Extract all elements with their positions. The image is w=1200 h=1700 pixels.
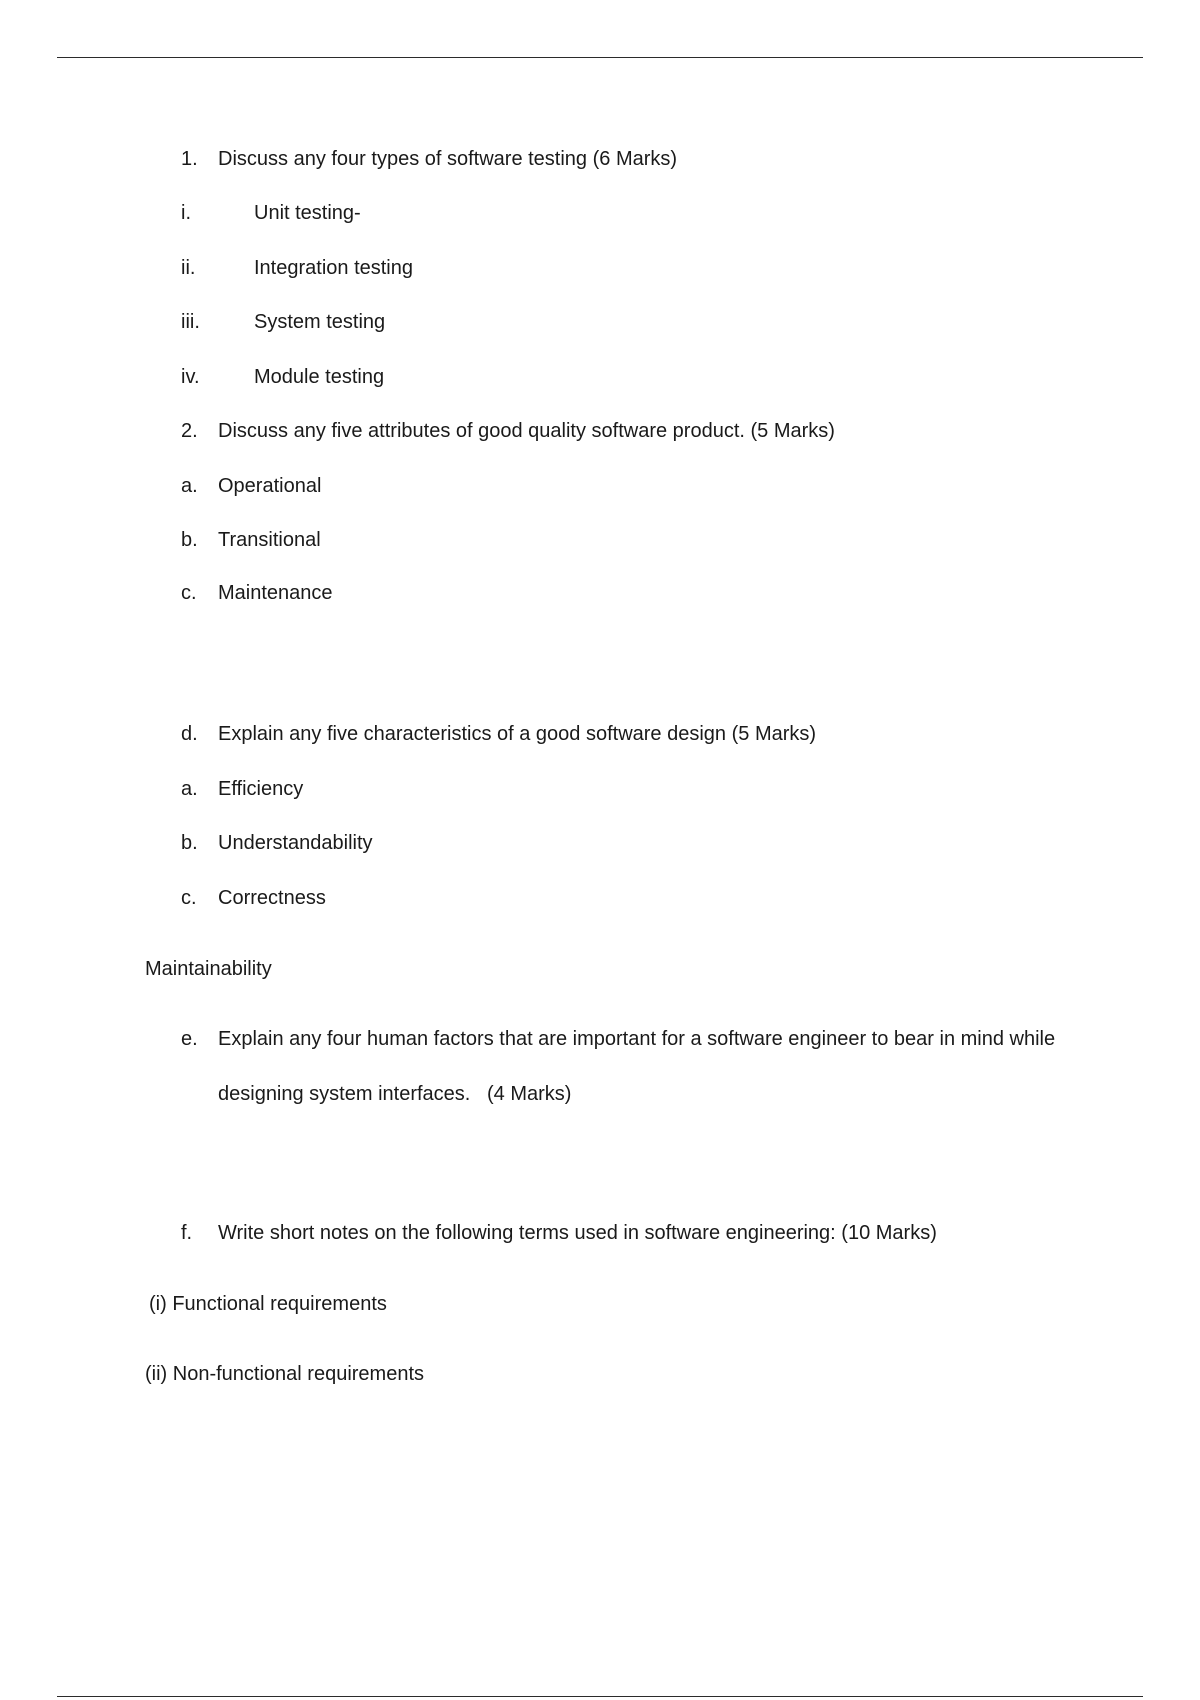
question-number: 1. <box>181 148 198 170</box>
answer-item: Integration testing <box>254 257 413 279</box>
question-text: Discuss any five attributes of good quality software product. (5 Marks) <box>218 420 835 442</box>
question-text: Explain any five characteristics of a good software design (5 Marks) <box>218 723 817 745</box>
answer-item: Module testing <box>254 366 385 388</box>
answer-item: Maintenance <box>218 582 333 604</box>
answer-marker: iv. <box>181 366 200 388</box>
answer-item: Transitional <box>218 529 321 551</box>
answer-marker: b. <box>181 529 198 551</box>
answer-item: Correctness <box>218 887 326 909</box>
answer-marker: i. <box>181 202 191 224</box>
answer-marker: c. <box>181 887 197 909</box>
question-text: Explain any four human factors that are important for a software engineer to bear in mind while <box>218 1028 1056 1050</box>
answer-marker: c. <box>181 582 197 604</box>
question-number: f. <box>181 1222 193 1244</box>
footer-rule <box>57 1696 1143 1697</box>
answer-marker: b. <box>181 832 198 854</box>
answer-marker: iii. <box>181 311 200 333</box>
question-text: Discuss any four types of software testing (6 Marks) <box>218 148 678 170</box>
answer-item: Unit testing- <box>254 202 361 224</box>
question-number: 2. <box>181 420 198 442</box>
answer-item: (i) Functional requirements <box>149 1293 387 1315</box>
answer-marker: a. <box>181 475 198 497</box>
answer-item: System testing <box>254 311 386 333</box>
question-number: e. <box>181 1028 198 1050</box>
question-number: d. <box>181 723 198 745</box>
question-text: designing system interfaces. (4 Marks) <box>218 1083 572 1105</box>
question-text: Write short notes on the following terms used in software engineering: (10 Marks) <box>218 1222 937 1244</box>
answer-marker: a. <box>181 778 198 800</box>
answer-item: Operational <box>218 475 322 497</box>
header-rule <box>57 57 1143 58</box>
answer-item: (ii) Non-functional requirements <box>145 1363 425 1385</box>
answer-item: Understandability <box>218 832 373 854</box>
answer-marker: ii. <box>181 257 196 279</box>
answer-item: Efficiency <box>218 778 304 800</box>
answer-item: Maintainability <box>145 958 272 980</box>
